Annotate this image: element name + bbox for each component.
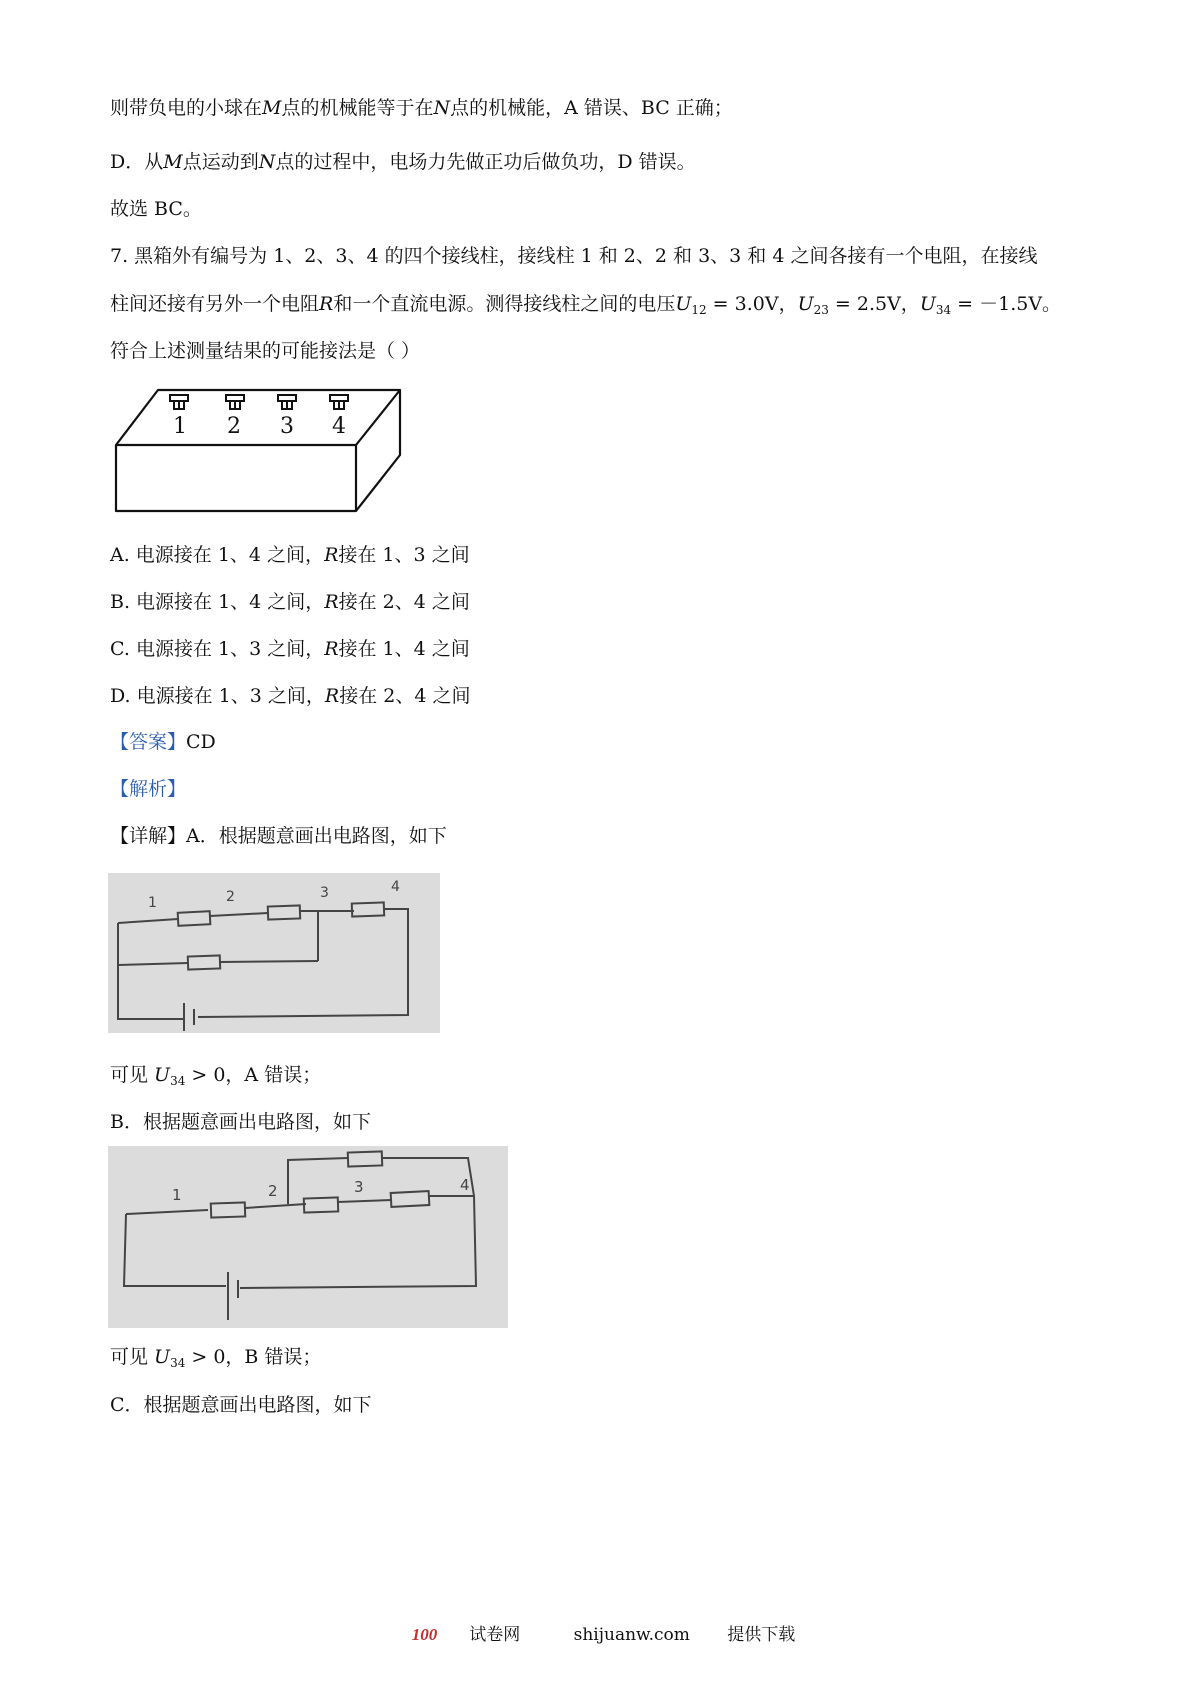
subscript: 34 (170, 1074, 186, 1088)
terminal-label: 3 (280, 414, 294, 439)
text-span: 点的机械能，A 错误、BC 正确； (450, 97, 733, 119)
footer-url[interactable]: shijuanw.com (573, 1625, 690, 1645)
text-line: 符合上述测量结果的可能接法是（ ） (110, 340, 421, 362)
answer-line (110, 730, 216, 754)
text-span: D．从 (110, 151, 164, 173)
option-d (110, 684, 470, 708)
text-span: 点的机械能等于在 (281, 97, 434, 119)
var-U: U (797, 293, 814, 315)
subscript: 12 (691, 303, 707, 317)
footer-brand (396, 1625, 537, 1645)
text-span: 可见 (110, 1064, 155, 1086)
answer-label: 【答案】 (110, 731, 187, 753)
site-name: 试卷网 (469, 1625, 521, 1645)
var-R: R (319, 293, 334, 315)
text-span: 接在 1、3 之间 (338, 544, 470, 566)
text-span: 则带负电的小球在 (110, 97, 263, 119)
terminal-icon (278, 395, 296, 409)
text-span: 柱间还接有另外一个电阻 (110, 293, 320, 315)
footer-note: 提供下载 (727, 1625, 796, 1645)
option-b (110, 590, 470, 614)
detail-line: 【详解】A．根据题意画出电路图，如下 (110, 825, 447, 847)
var-U: U (675, 293, 692, 315)
text-span: = －1.5V。 (951, 293, 1062, 315)
subscript: 34 (170, 1356, 186, 1370)
var-M: M (262, 97, 282, 119)
var-U: U (154, 1346, 171, 1368)
text-span: 和一个直流电源。测得接线柱之间的电压 (333, 293, 676, 315)
conclusion-a (110, 1063, 321, 1093)
var-N: N (258, 151, 276, 173)
var-U: U (154, 1064, 171, 1086)
text-line (110, 96, 733, 120)
conclusion-b (110, 1345, 321, 1375)
var-R: R (324, 591, 339, 613)
text-span: 接在 1、4 之间 (338, 638, 470, 660)
footer (0, 1620, 1191, 1645)
var-R: R (324, 685, 340, 707)
brand-logo: 100 (411, 1625, 438, 1644)
node-label: 3 (354, 1178, 364, 1196)
var-R: R (324, 544, 339, 566)
text-span: 点的过程中，电场力先做正功后做负功，D 错误。 (275, 151, 696, 173)
text-span: 点运动到 (182, 151, 259, 173)
option-a (110, 543, 470, 567)
text-span: > 0，A 错误； (185, 1064, 322, 1086)
var-M: M (163, 151, 183, 173)
option-c (110, 637, 470, 661)
terminal-icon (226, 395, 244, 409)
var-U: U (919, 293, 936, 315)
text-span: = 2.5V， (828, 293, 920, 315)
text-span: = 3.0V， (706, 293, 798, 315)
node-label: 2 (268, 1182, 278, 1200)
terminal-label: 2 (227, 414, 241, 439)
text-line: 故选 BC。 (110, 198, 202, 220)
text-line (110, 150, 696, 174)
node-label: 1 (148, 895, 157, 911)
option-b-detail: B．根据题意画出电路图，如下 (110, 1111, 371, 1133)
text-span: 接在 2、4 之间 (338, 591, 470, 613)
text-span: 接在 2、4 之间 (339, 685, 471, 707)
node-label: 4 (391, 879, 400, 895)
subscript: 34 (935, 303, 952, 317)
var-R: R (324, 638, 339, 660)
node-label: 2 (226, 889, 235, 905)
subscript: 23 (813, 303, 829, 317)
terminal-label: 4 (332, 414, 346, 439)
text-span: C. 电源接在 1、3 之间， (110, 638, 325, 660)
circuit-figure-a (108, 873, 440, 1033)
terminal-label: 1 (173, 414, 187, 439)
terminal-icon (170, 395, 188, 409)
text-span: > 0，B 错误； (185, 1346, 322, 1368)
analysis-label: 【解析】 (110, 778, 187, 800)
answer-value: CD (186, 731, 216, 753)
text-span: 可见 (110, 1346, 155, 1368)
node-label: 1 (172, 1186, 182, 1204)
text-span: D. 电源接在 1、3 之间， (110, 685, 325, 707)
text-line (110, 292, 1061, 322)
node-label: 3 (320, 885, 329, 901)
text-span: A. 电源接在 1、4 之间， (110, 544, 325, 566)
terminal-icon (330, 395, 348, 409)
option-c-detail: C．根据题意画出电路图，如下 (110, 1394, 372, 1416)
question-7-text: 7. 黑箱外有编号为 1、2、3、4 的四个接线柱，接线柱 1 和 2、2 和 3、3 和 4 之间各接有一个电阻，在接线 (110, 245, 1038, 267)
black-box-figure (110, 385, 410, 515)
var-N: N (433, 97, 451, 119)
node-label: 4 (460, 1176, 470, 1194)
text-span: B. 电源接在 1、4 之间， (110, 591, 325, 613)
circuit-figure-b (108, 1146, 508, 1328)
